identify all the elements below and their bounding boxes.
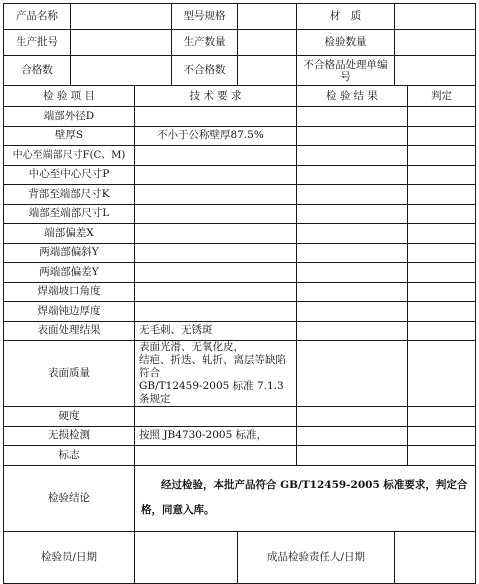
item-requirement bbox=[135, 224, 297, 244]
col-requirement-header: 技 术 要 求 bbox=[135, 86, 297, 107]
table-row bbox=[4, 204, 476, 224]
item-judgement[interactable] bbox=[408, 224, 476, 244]
prod-qty-value[interactable] bbox=[238, 30, 297, 56]
marking-judgement[interactable] bbox=[408, 446, 476, 466]
item-judgement[interactable] bbox=[408, 204, 476, 224]
unqualified-qty-label: 不合格数 bbox=[172, 56, 238, 86]
hardness-result[interactable] bbox=[297, 407, 408, 427]
marking-result[interactable] bbox=[297, 446, 408, 466]
table-row-marking bbox=[4, 446, 476, 466]
inspector-signature[interactable] bbox=[135, 531, 238, 583]
item-result[interactable] bbox=[297, 263, 408, 283]
table-row bbox=[4, 165, 476, 185]
surface-label: 表面质量 bbox=[4, 341, 135, 407]
hardness-label: 硬度 bbox=[4, 407, 135, 427]
item-judgement[interactable] bbox=[408, 107, 476, 127]
item-result[interactable] bbox=[297, 282, 408, 302]
item-judgement[interactable] bbox=[408, 243, 476, 263]
item-requirement: 无毛刺、无锈斑 bbox=[135, 321, 297, 341]
surface-req-line-3: GB/T12459-2005 标准 7.1.3 条规定 bbox=[139, 380, 284, 405]
ndt-judgement[interactable] bbox=[408, 426, 476, 446]
surface-judgement[interactable] bbox=[408, 341, 476, 407]
batch-no-value[interactable] bbox=[71, 30, 172, 56]
item-requirement bbox=[135, 185, 297, 205]
marking-requirement bbox=[135, 446, 297, 466]
item-result[interactable] bbox=[297, 243, 408, 263]
nonconform-no-value[interactable] bbox=[395, 56, 476, 86]
column-header-row bbox=[4, 86, 476, 107]
item-label: 端部至端部尺寸L bbox=[4, 204, 135, 224]
item-judgement[interactable] bbox=[408, 185, 476, 205]
item-requirement bbox=[135, 204, 297, 224]
item-result[interactable] bbox=[297, 185, 408, 205]
inspector-label: 检验员/日期 bbox=[4, 531, 135, 583]
item-label: 焊端坡口角度 bbox=[4, 282, 135, 302]
item-label: 中心至端部尺寸F(C、M) bbox=[4, 146, 135, 166]
item-label: 壁厚S bbox=[4, 126, 135, 146]
table-row bbox=[4, 302, 476, 322]
item-judgement[interactable] bbox=[408, 321, 476, 341]
table-row bbox=[4, 126, 476, 146]
item-result[interactable] bbox=[297, 204, 408, 224]
item-requirement bbox=[135, 243, 297, 263]
table-row bbox=[4, 146, 476, 166]
responsible-signature[interactable] bbox=[395, 531, 476, 583]
item-result[interactable] bbox=[297, 165, 408, 185]
qualified-qty-value[interactable] bbox=[71, 56, 172, 86]
conclusion-text-cell bbox=[135, 465, 476, 531]
qualified-qty-label: 合格数 bbox=[4, 56, 71, 86]
item-label: 背部至端部尺寸K bbox=[4, 185, 135, 205]
table-row bbox=[4, 321, 476, 341]
ndt-result[interactable] bbox=[297, 426, 408, 446]
model-spec-value[interactable] bbox=[238, 4, 297, 30]
item-label: 两端部偏差Y bbox=[4, 263, 135, 283]
item-requirement bbox=[135, 146, 297, 166]
item-requirement bbox=[135, 302, 297, 322]
item-label: 中心至中心尺寸P bbox=[4, 165, 135, 185]
item-result[interactable] bbox=[297, 126, 408, 146]
footer-row bbox=[4, 531, 476, 583]
item-judgement[interactable] bbox=[408, 302, 476, 322]
header-row-1 bbox=[4, 4, 476, 30]
unqualified-qty-value[interactable] bbox=[238, 56, 297, 86]
inspect-qty-label: 检验数量 bbox=[297, 30, 395, 56]
conclusion-label: 检验结论 bbox=[4, 465, 135, 531]
item-judgement[interactable] bbox=[408, 282, 476, 302]
product-name-value[interactable] bbox=[71, 4, 172, 30]
ndt-requirement: 按照 JB4730-2005 标准， bbox=[135, 426, 297, 446]
inspection-form bbox=[3, 3, 475, 568]
header-row-2 bbox=[4, 30, 476, 56]
item-result[interactable] bbox=[297, 146, 408, 166]
product-name-label: 产品名称 bbox=[4, 4, 71, 30]
item-result[interactable] bbox=[297, 321, 408, 341]
model-spec-label: 型号规格 bbox=[172, 4, 238, 30]
table-row bbox=[4, 185, 476, 205]
hardness-judgement[interactable] bbox=[408, 407, 476, 427]
inspect-qty-value[interactable] bbox=[395, 30, 476, 56]
ndt-label: 无损检测 bbox=[4, 426, 135, 446]
item-requirement: 不小于公称壁厚87.5% bbox=[135, 126, 297, 146]
material-value[interactable] bbox=[395, 4, 476, 30]
item-judgement[interactable] bbox=[408, 165, 476, 185]
item-label: 表面处理结果 bbox=[4, 321, 135, 341]
responsible-label: 成品检验责任人/日期 bbox=[238, 531, 395, 583]
item-result[interactable] bbox=[297, 107, 408, 127]
inspection-table bbox=[3, 3, 476, 584]
table-row bbox=[4, 243, 476, 263]
item-requirement bbox=[135, 107, 297, 127]
header-row-3 bbox=[4, 56, 476, 86]
item-result[interactable] bbox=[297, 302, 408, 322]
surface-result[interactable] bbox=[297, 341, 408, 407]
table-row-ndt bbox=[4, 426, 476, 446]
col-result-header: 检 验 结 果 bbox=[297, 86, 408, 107]
conclusion-text: 经过检验，本批产品符合 GB/T12459-2005 标准要求，判定合格，同意入库。 bbox=[141, 479, 468, 516]
item-requirement bbox=[135, 263, 297, 283]
item-judgement[interactable] bbox=[408, 146, 476, 166]
table-row bbox=[4, 107, 476, 127]
prod-qty-label: 生产数量 bbox=[172, 30, 238, 56]
material-label: 材 质 bbox=[297, 4, 395, 30]
table-row bbox=[4, 263, 476, 283]
item-requirement bbox=[135, 165, 297, 185]
item-requirement bbox=[135, 282, 297, 302]
table-row-surface bbox=[4, 341, 476, 407]
item-judgement[interactable] bbox=[408, 263, 476, 283]
item-result[interactable] bbox=[297, 224, 408, 244]
item-label: 端部外径D bbox=[4, 107, 135, 127]
item-judgement[interactable] bbox=[408, 126, 476, 146]
col-item-header: 检 验 项 目 bbox=[4, 86, 135, 107]
conclusion-row bbox=[4, 465, 476, 531]
table-row-hardness bbox=[4, 407, 476, 427]
nonconform-no-label: 不合格品处理单编号 bbox=[297, 56, 395, 86]
item-label: 两端部偏斜Y bbox=[4, 243, 135, 263]
surface-req-line-1: 表面光滑、无氧化皮， bbox=[139, 341, 244, 353]
surface-req-line-2: 结疤、折迭、轧折、离层等缺陷符合 bbox=[139, 354, 286, 379]
table-row bbox=[4, 282, 476, 302]
surface-requirement bbox=[135, 341, 297, 407]
hardness-requirement bbox=[135, 407, 297, 427]
item-label: 焊端钝边厚度 bbox=[4, 302, 135, 322]
col-judgement-header: 判定 bbox=[408, 86, 476, 107]
marking-label: 标志 bbox=[4, 446, 135, 466]
batch-no-label: 生产批号 bbox=[4, 30, 71, 56]
item-label: 端部偏差X bbox=[4, 224, 135, 244]
table-row bbox=[4, 224, 476, 244]
